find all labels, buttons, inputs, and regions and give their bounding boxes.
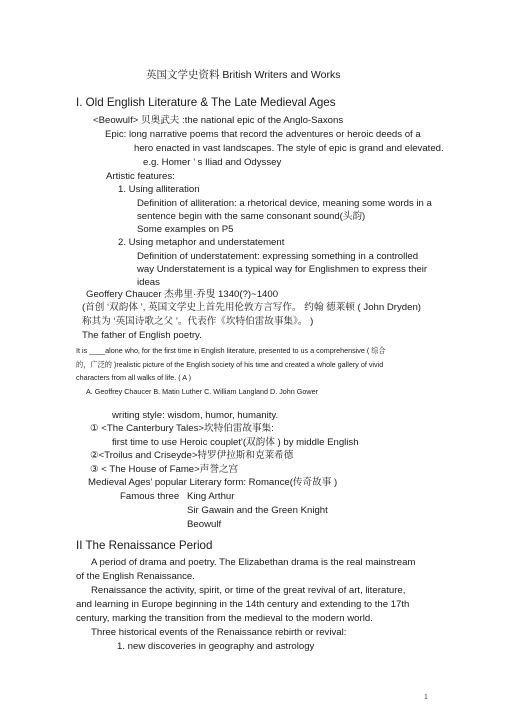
feature-2: 2. Using metaphor and understatement <box>118 237 285 248</box>
event-1: 1. new discoveries in geography and astrology <box>117 641 315 652</box>
feature-1: 1. Using alliteration <box>118 184 200 195</box>
famous-3: Beowulf <box>187 519 222 530</box>
medieval-form: Medieval Ages’ popular Literary form: Romance(传奇故事 ) <box>88 477 338 488</box>
chaucer-note-1: (首创 ‘双韵体 ’, 英国文学史上首先用伦敦方言写作。 约翰 德莱顿 ( John Dryden) <box>82 302 422 313</box>
artistic-features: Artistic features: <box>106 171 175 182</box>
chaucer-heading: Geoffery Chaucer 杰弗里·乔叟 1340(?)~1400 <box>86 289 279 300</box>
renaissance-p2b: and learning in Europe beginning in the 14th century and extending to the 17th <box>76 599 410 610</box>
understatement-def-3: ideas <box>137 277 160 288</box>
writing-style: writing style: wisdom, humor, humanity. <box>112 410 279 421</box>
father-of-poetry: The father of English poetry. <box>82 330 202 341</box>
renaissance-p1a: A period of drama and poetry. The Elizabethan drama is the real mainstream <box>91 557 416 568</box>
renaissance-p1b: of the English Renaissance. <box>76 571 195 582</box>
alliteration-examples: Some examples on P5 <box>137 224 234 235</box>
work-1-note: first time to use Heroic couplet'(双韵体 ) by middle English <box>112 437 359 448</box>
famous-1: King Arthur <box>187 491 235 502</box>
renaissance-p2a: Renaissance the activity, spirit, or time of the great revival of art, literature, <box>91 585 406 596</box>
work-2: ②<Troilus and Criseyde>特罗伊拉斯和克莱希德 <box>90 450 294 461</box>
chaucer-note-2: 称其为 ‘英国诗歌之父 ’。代表作《坎特伯雷故事集》。 ) <box>82 316 314 327</box>
page-number: 1 <box>424 694 428 701</box>
epic-line-2: hero enacted in vast landscapes. The style of epic is grand and elevated. <box>134 143 444 154</box>
work-1: ① <The Canterbury Tales>坎特伯雷故事集: <box>90 423 274 434</box>
alliteration-def-1: Definition of alliteration: a rhetorical device, meaning some words in a <box>137 198 432 209</box>
section2-heading: II The Renaissance Period <box>76 539 213 552</box>
alliteration-def-2: sentence begin with the same consonant sound(头韵) <box>137 211 366 222</box>
epic-line-1: Epic: long narrative poems that record the adventures or heroic deeds of a <box>105 129 421 140</box>
answer-options: A. Geoffrey Chaucer B. Matin Luther C. William Langland D. John Gower <box>86 387 318 396</box>
work-3: ③ < The House of Fame>声誉之宫 <box>90 464 239 475</box>
famous-2: Sir Gawain and the Green Knight <box>187 505 328 516</box>
renaissance-p3: Three historical events of the Renaissance rebirth or revival: <box>91 627 347 638</box>
section1-heading: I. Old English Literature & The Late Medieval Ages <box>76 96 336 109</box>
epic-example: e.g. Homer ’ s Iliad and Odyssey <box>143 157 282 168</box>
understatement-def-1: Definition of understatement: expressing something in a controlled <box>137 251 419 262</box>
question-line-2: 的，广泛的 )realistic picture of the English society of his time and created a whole gallery of vivid <box>76 360 384 369</box>
understatement-def-2: way Understatement is a typical way for Englishmen to express their <box>137 264 428 275</box>
question-line-3: characters from all walks of life. ( A ) <box>76 373 192 382</box>
question-line-1: It is ____alone who, for the first time in English literature, presented to us a comprehensive ( 综合 <box>76 346 386 355</box>
page-title: 英国文学史资料 British Writers and Works <box>146 69 341 81</box>
famous-three-label: Famous three <box>120 491 180 502</box>
beowulf-line: <Beowulf> 贝奥武夫 :the national epic of the Anglo-Saxons <box>93 115 344 126</box>
renaissance-p2c: century, marking the transition from the medieval to the modern world. <box>76 613 373 624</box>
